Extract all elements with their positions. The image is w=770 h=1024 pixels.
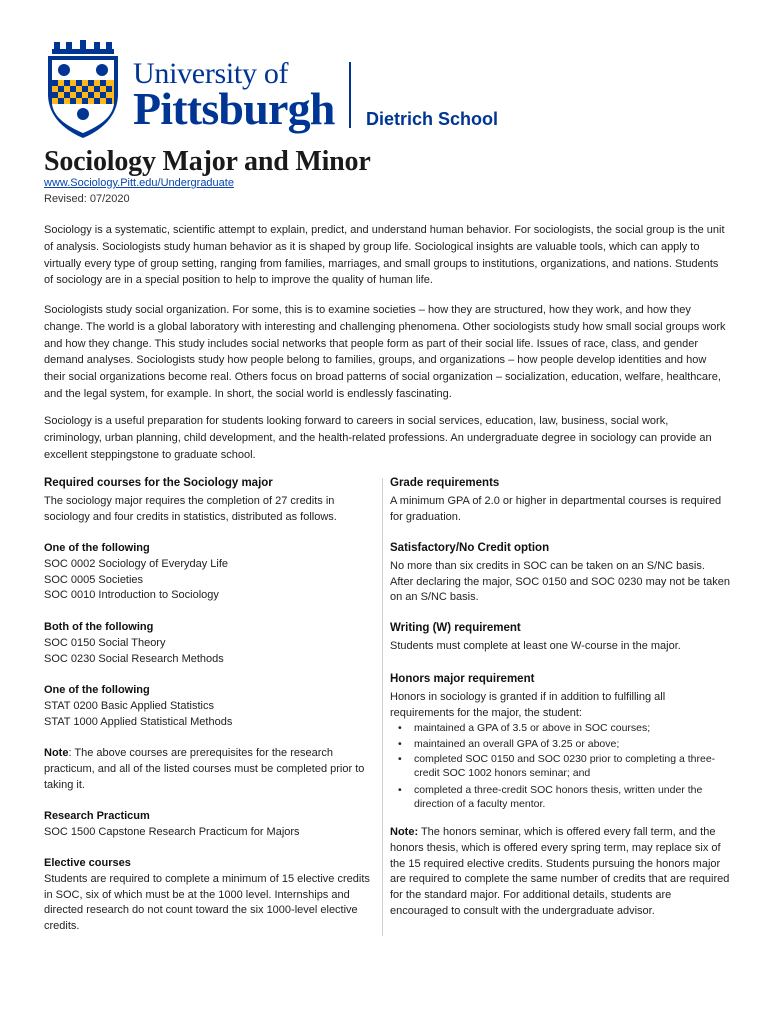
university-shield-icon <box>44 40 122 140</box>
course-item: SOC 0150 Social Theory <box>44 636 166 649</box>
writing-requirement-text: Students must complete at least one W-course in the major. <box>390 639 681 652</box>
writing-requirement-section <box>390 621 730 655</box>
both-of-following-section <box>44 620 374 667</box>
one-of-following-heading-1: One of the following <box>44 542 150 554</box>
intro-paragraph-3: Sociology is a useful preparation for students looking forward to careers in social services, education, law, business, social work, criminology, urban planning, child development, and the health-related professions. An undergraduate degree in sociology can provide an excellent steppingstone to graduate school. <box>44 415 712 461</box>
honors-requirement-heading: Honors major requirement <box>390 673 535 685</box>
research-practicum-section <box>44 809 374 841</box>
note-text: : The above courses are prerequisites for the research practicum, and all of the listed courses must be completed prior to taking it. <box>44 747 365 791</box>
course-item: SOC 0230 Social Research Methods <box>44 652 224 665</box>
university-logo <box>44 40 504 144</box>
required-courses-text: The sociology major requires the completion of 27 credits in sociology and four credits in statistics, distributed as follows. <box>44 494 337 523</box>
course-item: SOC 0002 Sociology of Everyday Life <box>44 557 229 570</box>
course-item: SOC 0005 Societies <box>44 573 144 586</box>
grade-requirements-text: A minimum GPA of 2.0 or higher in departmental courses is required for graduation. <box>390 494 722 523</box>
list-item: • maintained a GPA of 3.5 or above in SOC courses; <box>392 721 730 735</box>
course-item: STAT 1000 Applied Statistical Methods <box>44 715 233 728</box>
snc-option-section <box>390 541 730 606</box>
course-item: SOC 1500 Capstone Research Practicum for Majors <box>44 825 300 838</box>
honors-note-text: The honors seminar, which is offered every fall term, and the honors thesis, which is offered every spring term, may replace six of the 15 required elective credits. Students pursuing the honors major are required to complete the same number of credits that are required for the standard major. For additional details, students are encouraged to consult with the undergraduate advisor. <box>390 826 730 917</box>
honors-note-label: Note: <box>390 826 419 838</box>
intro-paragraph-2: Sociologists study social organization. For some, this is to examine societies – how they are structured, how they work, and how they change. The world is a global laboratory with interesting and challenging phenomena. Other sociologists study how small social groups work and how they change. This study includes social networks that people form as part of their social life. Issues of race, class, and gender demand analyses. Sociologists study how people belong to families, groups, and organizations – how people develop identities and how their social organizations become real. Others focus on broad patterns of social organization – socialization, education, welfare, healthcare, and the legal system, for example. In short, the social world is endlessly fascinating. <box>44 304 726 400</box>
snc-option-heading: Satisfactory/No Credit option <box>390 542 550 554</box>
required-courses-heading: Required courses for the Sociology major <box>44 477 273 489</box>
honors-requirement-text: Honors in sociology is granted if in addition to fulfilling all requirements for the major, the student: <box>390 690 666 719</box>
honors-criteria-list <box>392 721 730 811</box>
course-item: STAT 0200 Basic Applied Statistics <box>44 699 214 712</box>
honors-requirement-section <box>390 672 730 813</box>
honors-note <box>390 825 730 920</box>
note-label: Note <box>44 747 69 759</box>
research-practicum-heading: Research Practicum <box>44 810 150 822</box>
revised-date: Revised: 07/2020 <box>44 193 130 205</box>
school-name: Dietrich School <box>366 109 499 129</box>
intro-paragraph-1: Sociology is a systematic, scientific attempt to explain, predict, and understand human behavior. For sociologists, the social group is the unit of analysis. Sociologists study human behavior as it is shaped by group life. Sociological insights are valuable tools, which can apply to virtually every type of group setting, ranging from families, marriages, and small groups to institutions, organizations, and nations. Students of sociology are in a special position to help to improve the quality of human life. <box>44 224 725 287</box>
prerequisite-note <box>44 746 374 793</box>
one-of-following-heading-2: One of the following <box>44 684 150 696</box>
page-title: Sociology Major and Minor <box>44 146 371 177</box>
grade-requirements-heading: Grade requirements <box>390 477 500 489</box>
both-of-following-heading: Both of the following <box>44 621 154 633</box>
elective-courses-text: Students are required to complete a minimum of 15 elective credits in SOC, six of which must be at the 1000 level. Internships and directed research do not count toward the six 1000-level elective credits. <box>44 872 370 933</box>
grade-requirements-section <box>390 476 730 525</box>
list-item: • completed SOC 0150 and SOC 0230 prior to completing a three-credit SOC 1002 honors seminar; and <box>392 752 730 780</box>
logo-divider <box>349 62 351 128</box>
one-of-following-section-2 <box>44 683 374 730</box>
list-item: • completed a three-credit SOC honors thesis, written under the direction of a faculty mentor. <box>392 783 730 811</box>
list-item: • maintained an overall GPA of 3.25 or above; <box>392 737 730 751</box>
elective-courses-section <box>44 856 374 935</box>
column-divider <box>382 478 383 936</box>
wordmark-pittsburgh: Pittsburgh <box>133 83 335 134</box>
course-item: SOC 0010 Introduction to Sociology <box>44 589 219 602</box>
wordmark-university-of: University of <box>133 57 289 90</box>
elective-courses-heading: Elective courses <box>44 857 131 869</box>
one-of-following-section-1 <box>44 541 374 604</box>
writing-requirement-heading: Writing (W) requirement <box>390 622 521 634</box>
department-url-link[interactable]: www.Sociology.Pitt.edu/Undergraduate <box>44 177 234 189</box>
snc-option-text: No more than six credits in SOC can be taken on an S/NC basis. After declaring the major, SOC 0150 and SOC 0230 may not be taken on an S/NC basis. <box>390 559 730 604</box>
required-courses-section <box>44 476 374 525</box>
